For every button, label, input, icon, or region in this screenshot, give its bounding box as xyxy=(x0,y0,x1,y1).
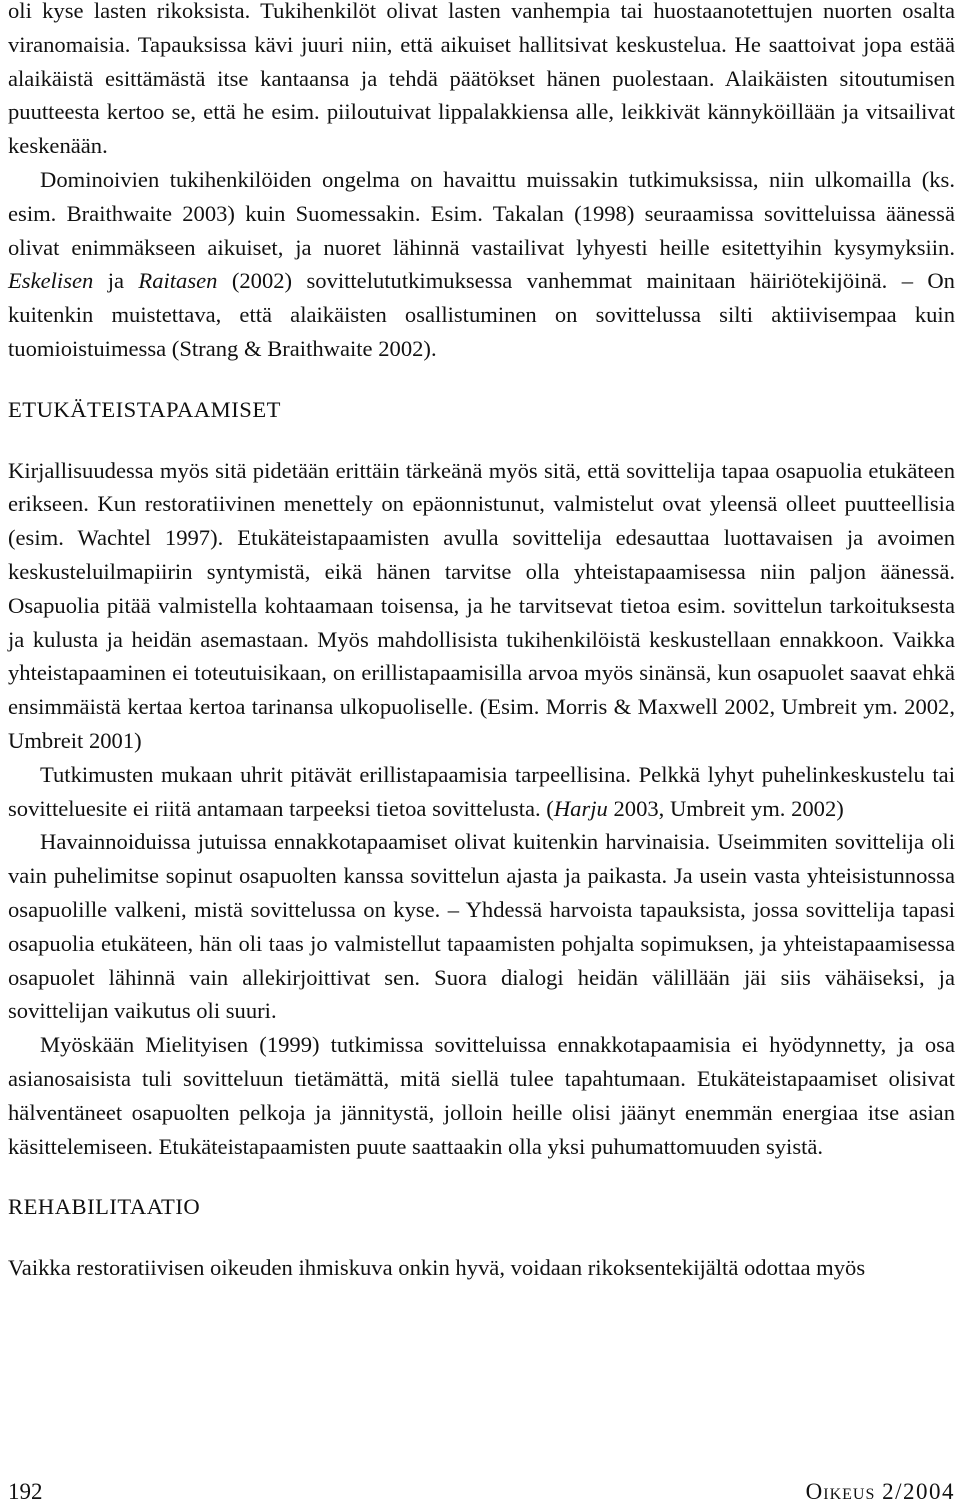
journal-issue: 2/2004 xyxy=(882,1479,955,1504)
section-heading-rehabilitation: REHABILITAATIO xyxy=(8,1194,201,1220)
page-footer xyxy=(8,1476,955,1508)
paragraph-mielityinen-study: Myöskään Mielityisen (1999) tutkimissa sovitteluissa ennakkotapaamisia ei hyödynnetty, ja osa asianosaisista tuli sovitteluun tietämättä, mitä siellä tulee tapahtumaan. Etukäteistapaamiset olisivat hälventäneet osapuolten pelkoja ja jännitystä, jolloin heille olisi jäänyt enemmän energiaa itse asian käsittelemiseen. Etukäteistapaamisten puute saattaakin olla yksi puhumattomuuden syistä. xyxy=(8,1032,955,1159)
section-heading-pre-meetings: ETUKÄTEISTAPAAMISET xyxy=(8,396,281,422)
article-body xyxy=(8,0,955,1285)
paragraph-text: ja xyxy=(93,268,139,294)
paragraph-text: Tutkimusten mukaan uhrit pitävät erillistapaamisia tarpeellisina. Pelkkä lyhyt puhelinkeskustelu tai sovitteluesite ei riitä antamaan tarpeeksi tietoa sovittelusta. ( xyxy=(8,761,955,821)
paragraph-text: (2002) sovittelututkimuksessa vanhemmat mainitaan häiriötekijöinä. – On kuitenkin muistettava, että alaikäisten osallistuminen on sovittelussa silti aktiivisempaa kuin tuomioistuimessa (Strang & Braithwaite 2002). xyxy=(8,268,955,361)
journal-issue-label xyxy=(806,1476,955,1508)
citation-author: Raitasen xyxy=(138,268,218,294)
journal-name: Oikeus xyxy=(805,1479,876,1504)
paragraph-observed-cases: Havainnoiduissa jutuissa ennakkotapaamiset olivat kuitenkin harvinaisia. Useimmiten sovittelija oli vain puhelimitse sopinut osapuolten kanssa sovittelun ajasta ja paikasta. Ja usein vasta yhteisistunnossa osapuolille valkeni, mistä sovittelussa on kyse. – Yhdessä harvoista tapauksista, jossa sovittelija tapasi osapuolia etukäteen, hän oli taas jo valmistellut tapaamisten pohjalta sopimuksen, ja yhteistapaamisessa osapuolet lähinnä vain allekirjoittivat sen. Suora dialogi heidän välillään jäi siis vähäiseksi, ja sovittelijan vaikutus oli suuri. xyxy=(8,829,955,1024)
citation-author: Harju xyxy=(553,795,608,821)
page-number: 192 xyxy=(8,1479,43,1504)
paragraph-text: 2003, Umbreit ym. 2002) xyxy=(607,795,844,821)
paragraph-text: Dominoivien tukihenkilöiden ongelma on havaittu muissakin tutkimuksissa, niin ulkomailla (ks. esim. Braithwaite 2003) kuin Suomessakin. Esim. Takalan (1998) seuraamissa sovitteluissa äänessä olivat enimmäkseen aikuiset, ja nuoret lähinnä vastailivat lyhyesti heille esitettyihin kysymyksiin. xyxy=(8,166,955,260)
paragraph-pre-meetings-literature: Kirjallisuudessa myös sitä pidetään erittäin tärkeänä myös sitä, että sovittelija tapaa osapuolia etukäteen erikseen. Kun restoratiivinen menettely on epäonnistunut, valmistelut ovat yleensä olleet puutteellisia (esim. Wachtel 1997). Etukäteistapaamisten avulla sovittelija edesauttaa luottavaisen ja avoimen keskusteluilmapiirin syntymistä, eikä hänen tarvitse olla yhteistapaamisessa niin paljon äänessä. Osapuolia pitää valmistella kohtaamaan toisensa, ja he tarvitsevat tietoa esim. sovittelun tarkoituksesta ja kulusta ja heidän asemastaan. Myös mahdollisista tukihenkilöistä keskustellaan ennakkoon. Vaikka yhteistapaaminen ei toteutuisikaan, on erillistapaamisilla arvoa myös sinänsä, kun osapuolet saavat ehkä ensimmäistä kertaa kertoa tarinansa ulkopuoliselle. (Esim. Morris & Maxwell 2002, Umbreit ym. 2002, Umbreit 2001) xyxy=(8,457,955,753)
citation-author: Eskelisen xyxy=(8,268,94,294)
paragraph-dominating-support-persons xyxy=(8,163,955,366)
paragraph-rehabilitation-start: Vaikka restoratiivisen oikeuden ihmiskuva onkin hyvä, voidaan rikoksentekijältä odottaa myös xyxy=(8,1255,866,1281)
paragraph-children-cases: oli kyse lasten rikoksista. Tukihenkilöt olivat lasten vanhempia tai huostaanotettujen nuorten osalta viranomaisia. Tapauksissa kävi juuri niin, että aikuiset hallitsivat keskustelua. He saattoivat jopa estää alaikäistä esittämästä itse kantaansa ja tehdä päätökset hänen puolestaan. Alaikäisten sitoutumisen puutteesta kertoo se, että he esim. piiloutuivat lippalakkiensa alle, leikkivät kännyköillään ja vitsailivat keskenään. xyxy=(8,0,955,159)
paragraph-victims-separate-meetings xyxy=(8,758,955,826)
